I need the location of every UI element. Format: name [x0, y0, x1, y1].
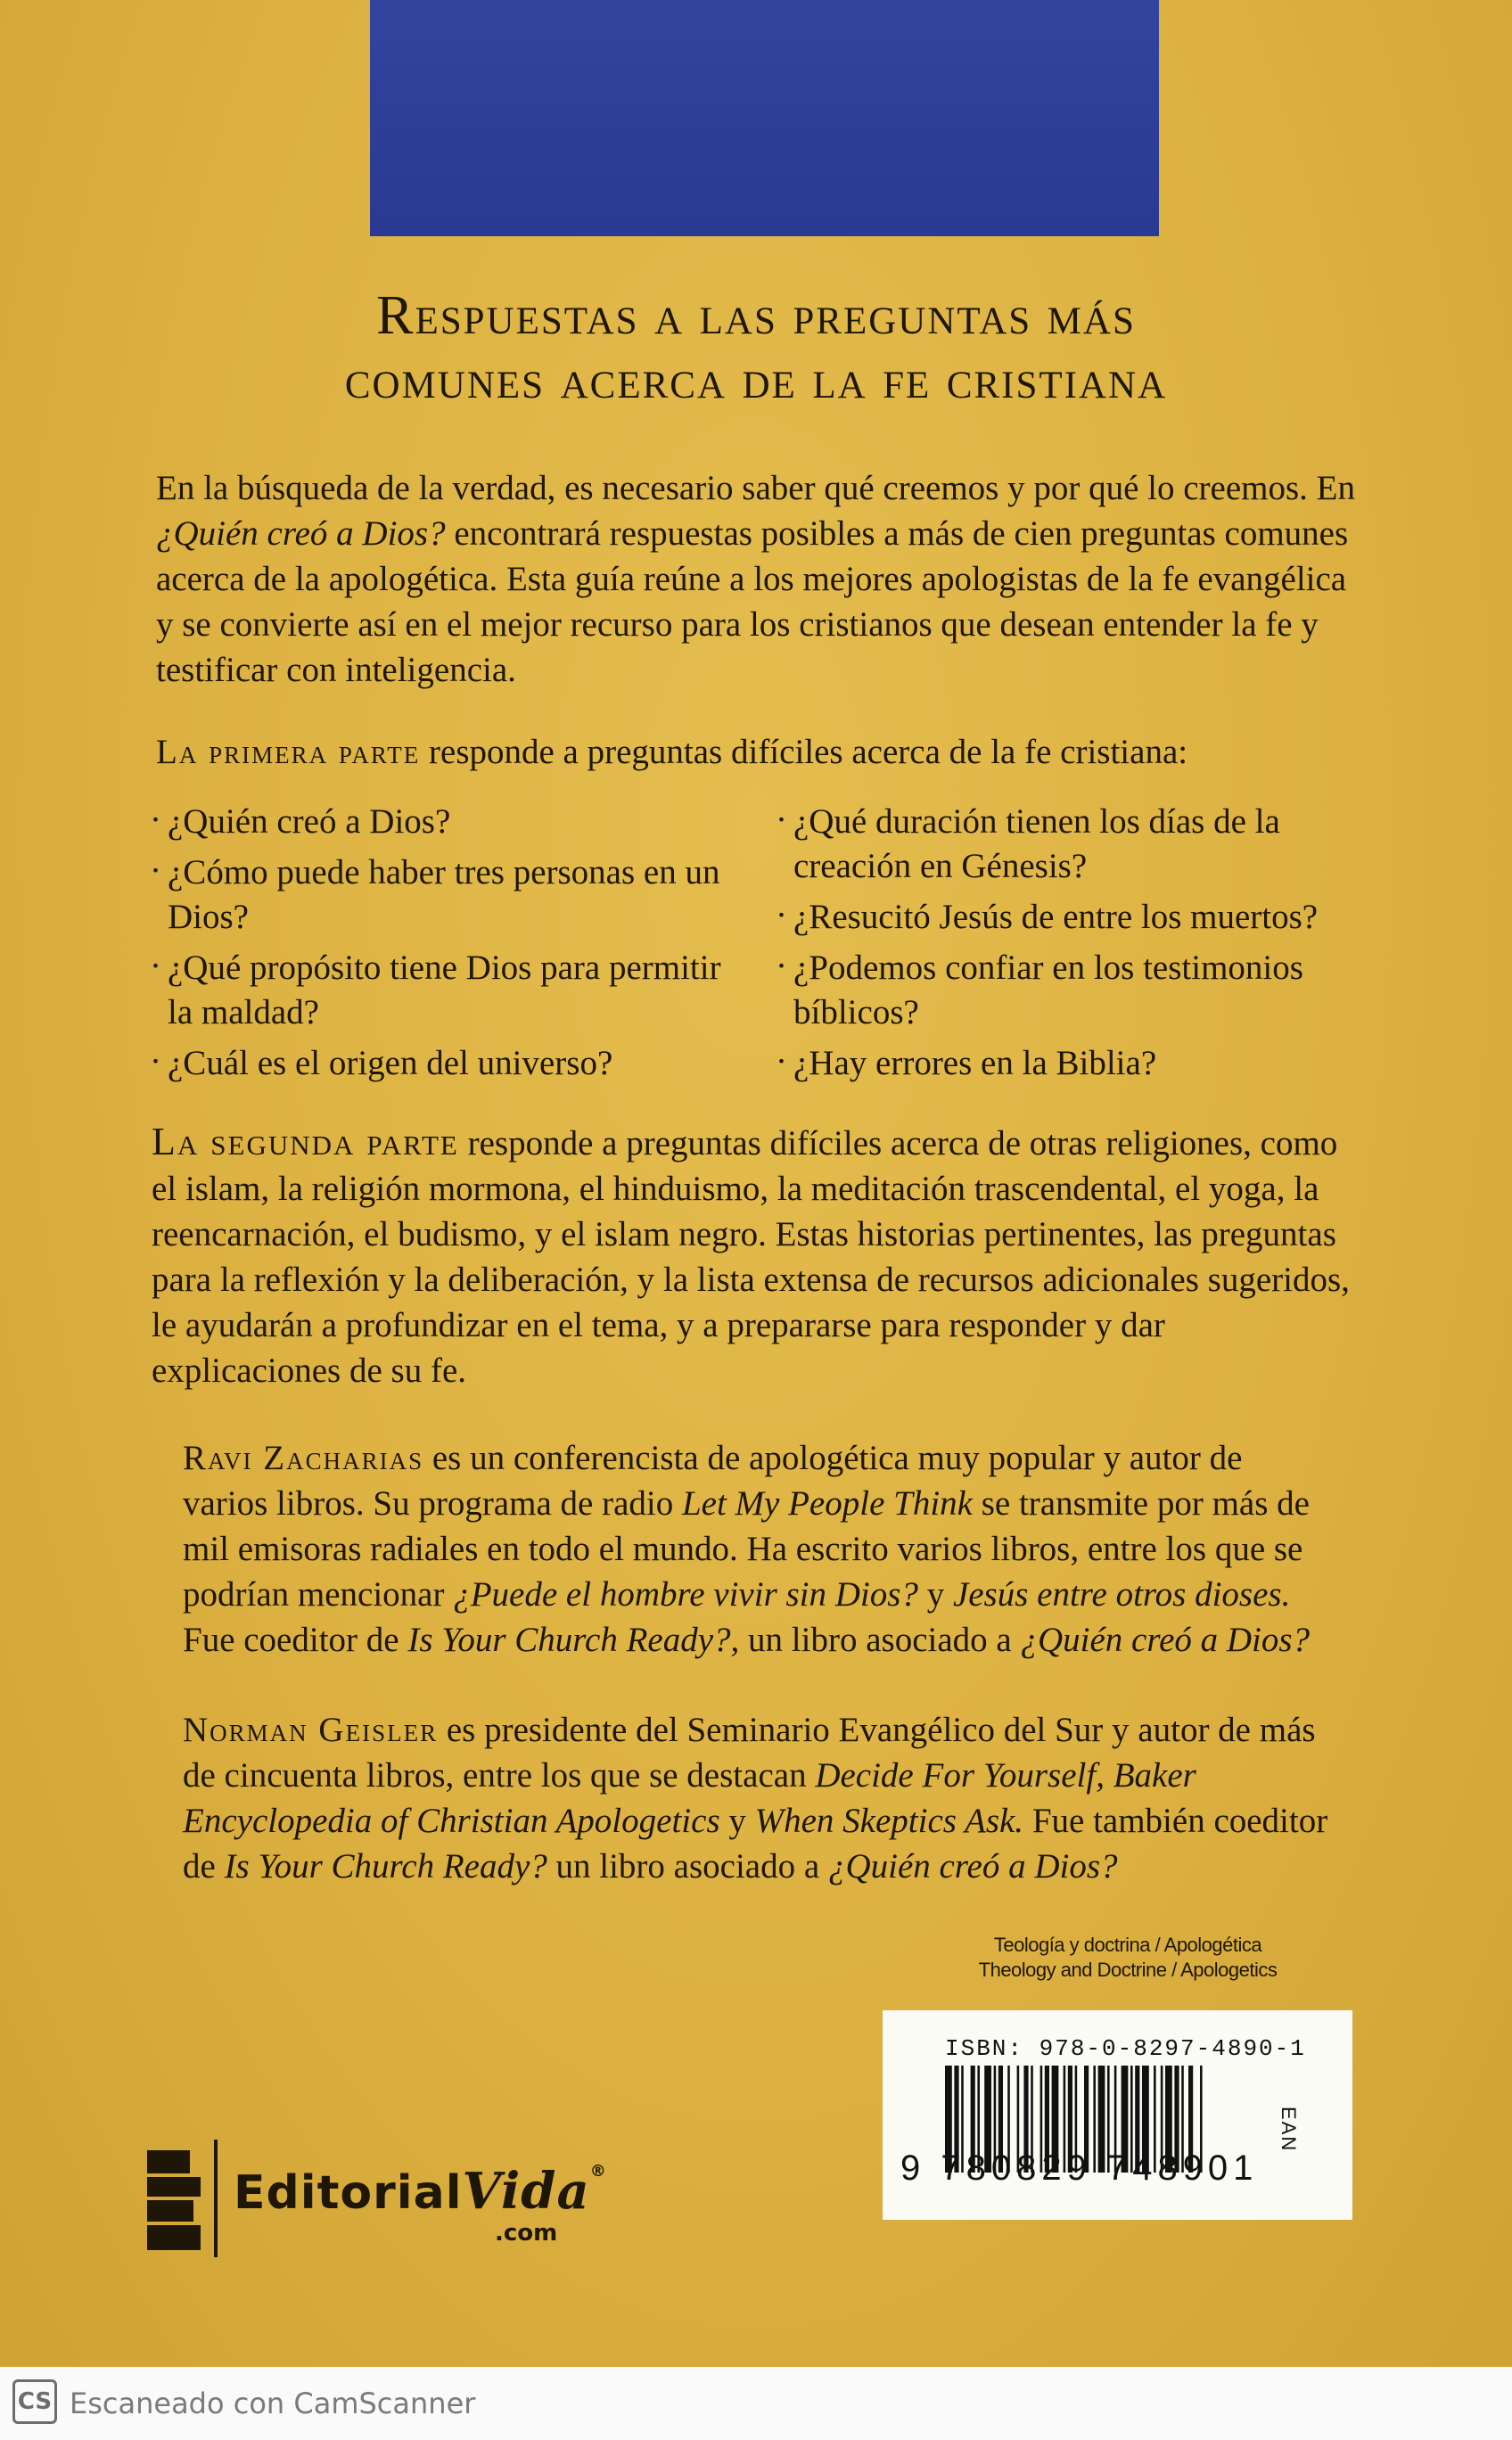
author1-bio: Ravi Zacharias es un conferencista de apologética muy popular y autor de varios libros. Su programa de radio Let My People Think se transmite por más de mil emisoras radiales en todo el mundo. Ha escrito varios libros, entre los que se podrían mencionar ¿Puede el hombre vivir sin Dios? y Jesús entre otros dioses. Fue coeditor de Is Your Church Ready?, un libro asociado a ¿Quién creó a Dios?: [183, 1439, 1311, 1659]
scanner-watermark-text: Escaneado con CamScanner: [70, 2387, 476, 2420]
part2-paragraph: La segunda parte responde a preguntas difíciles acerca de otras religiones, como el islam, la religión mormona, el hinduismo, la meditación trascendental, el yoga, la reencarnación, el budismo, y el islam negro. Estas historias pertinentes, las preguntas para la reflexión y la deliberación, y la lista extensa de recursos adicionales sugeridos, le ayudarán a profundizar en el tema, y a prepararse para responder y dar explicaciones de su fe.: [152, 1120, 1350, 1390]
author2-bio: Norman Geisler es presidente del Seminario Evangélico del Sur y autor de más de cincuenta libros, entre los que se destacan Decide For Yourself, Baker Encyclopedia of Christian Apologetics y When Skeptics Ask. Fue también coeditor de Is Your Church Ready? un libro asociado a ¿Quién creó a Dios?: [183, 1711, 1328, 1885]
question-item: · ¿Qué duración tienen los días de la creación en Génesis?: [776, 800, 1364, 889]
headline: [107, 283, 1405, 412]
ean-label: EAN: [1278, 2107, 1300, 2153]
headline-line-1: Respuestas a las preguntas más: [376, 285, 1136, 346]
author1-name: Ravi Zacharias: [183, 1439, 424, 1477]
isbn-text: ISBN: 978-0-8297-4890-1: [945, 2035, 1306, 2062]
question-item: · ¿Cuál es el origen del universo?: [150, 1041, 738, 1086]
logo-divider: [214, 2140, 218, 2257]
category-en: Theology and Doctrine / Apologetics: [978, 1959, 1278, 1981]
part1-intro: La primera parte responde a preguntas difíciles acerca de la fe cristiana:: [156, 733, 1188, 771]
scanner-footer: [0, 2367, 1512, 2440]
part1-lead: La primera parte: [156, 733, 421, 771]
ean-digits: 9 780829 748901: [900, 2148, 1259, 2188]
cover-image-panel: [370, 0, 1159, 236]
publisher-logo-icon: [147, 2150, 201, 2250]
publisher-domain: .com: [495, 2220, 558, 2247]
question-item: · ¿Hay errores en la Biblia?: [776, 1041, 1364, 1086]
barcode-sticker: [883, 2010, 1352, 2220]
camscanner-logo-icon: CS: [12, 2379, 57, 2424]
question-item: · ¿Podemos confiar en los testimonios bíblicos?: [776, 946, 1364, 1035]
part1-questions-right: [776, 800, 1364, 1092]
publisher-brand: Vida: [462, 2162, 590, 2221]
intro-paragraph: En la búsqueda de la verdad, es necesario saber qué creemos y por qué lo creemos. En ¿Quién creó a Dios? encontrará respuestas posibles a más de cien preguntas comunes acerca de la apologética. Esta guía reúne a los mejores apologistas de la fe evangélica y se convierte así en el mejor recurso para los cristianos que desean entender la fe y testificar con inteligencia.: [156, 469, 1355, 689]
category-label: [923, 1933, 1333, 1983]
author2-name: Norman Geisler: [183, 1711, 439, 1749]
question-item: · ¿Cómo puede haber tres personas en un Dios?: [150, 850, 738, 940]
part2-lead: La segunda parte: [152, 1120, 459, 1163]
part1-questions-left: [150, 800, 738, 1092]
question-item: · ¿Resucitó Jesús de entre los muertos?: [776, 895, 1364, 940]
question-item: · ¿Quién creó a Dios?: [150, 800, 738, 844]
headline-line-2: comunes acerca de la fe cristiana: [344, 349, 1168, 410]
publisher-name: EditorialVida®: [234, 2162, 607, 2221]
question-item: · ¿Qué propósito tiene Dios para permitir la maldad?: [150, 946, 738, 1035]
category-es: Teología y doctrina / Apologética: [993, 1934, 1262, 1956]
book-title: ¿Quién creó a Dios?: [156, 514, 446, 553]
